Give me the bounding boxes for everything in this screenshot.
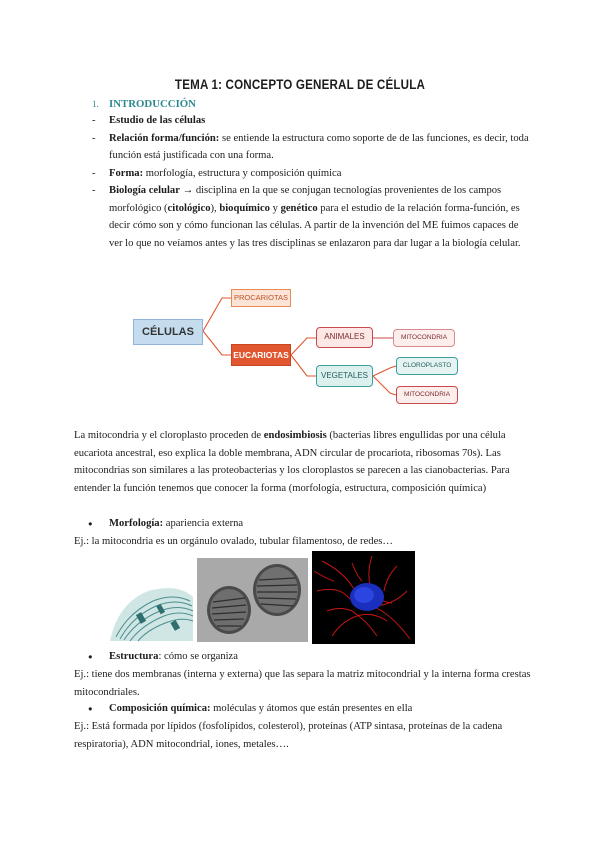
section-number: 1. — [92, 99, 99, 109]
arrow-to-vegetales — [291, 355, 316, 376]
arrow-to-mitocondria-veg — [373, 376, 396, 395]
composicion-text: moléculas y átomos que están presentes en ella — [210, 703, 413, 714]
citologico-term: citológico — [167, 202, 211, 214]
estructura-bullet — [88, 648, 528, 666]
bioquimico-term: bioquímico — [219, 202, 270, 214]
list-item — [92, 165, 532, 183]
mitocondria-vegetal-box — [396, 386, 458, 404]
morfologia-label: Morfología: — [109, 518, 164, 529]
estructura-text: : cómo se organiza — [158, 651, 238, 662]
celulas-box — [133, 319, 203, 345]
estructura-example: Ej.: tiene dos membranas (interna y externa) que las separa la matriz mitocondrial y la interna forma crestas mitocondriales. — [74, 669, 531, 698]
forma-text: morfología, estructura y composición química — [143, 167, 342, 179]
arrow-to-eucariotas — [203, 331, 231, 355]
forma-label: Forma: — [109, 167, 144, 179]
relacion-text: se entiende la estructura como soporte de de las funciones, es decir, toda función está justificada con una forma. — [109, 132, 529, 161]
endo-text: La mitocondria y el cloroplasto proceden de — [74, 430, 264, 441]
procariotas-label: PROCARIOTAS — [233, 293, 289, 302]
intro-list — [92, 112, 532, 252]
page-title: TEMA 1: CONCEPTO GENERAL DE CÉLULA — [174, 77, 426, 92]
genetico-term: genético — [280, 202, 318, 214]
cloroplasto-box — [396, 357, 458, 375]
eucariotas-label: EUCARIOTAS — [233, 350, 289, 360]
section-title: INTRODUCCIÓN — [109, 98, 196, 110]
endosimbiosis-term: endosimbiosis — [263, 430, 327, 441]
morfologia-example: Ej.: la mitocondria es un orgánulo ovalado, tubular filamentoso, de redes… — [74, 536, 394, 547]
arrow-to-animales — [291, 338, 316, 355]
relacion-label: Relación forma/función: — [109, 132, 220, 144]
mitochondria-em-micrograph — [197, 558, 308, 642]
mitocondria-animal-box — [393, 329, 455, 347]
list-item — [92, 112, 532, 130]
bio-text: ), — [210, 202, 220, 214]
animales-label: ANIMALES — [324, 332, 365, 341]
eucariotas-box — [231, 344, 291, 366]
celulas-label: CÉLULAS — [142, 326, 194, 338]
vegetales-label: VEGETALES — [321, 371, 368, 380]
estructura-label: Estructura — [109, 651, 159, 662]
section-heading — [92, 96, 196, 114]
morfologia-text: apariencia externa — [163, 518, 244, 529]
bio-text: → disciplina en la que se conjugan tecnologías provenientes de los campos morfológico ( — [109, 185, 502, 214]
bio-text: para el estudio de la relación forma-función, es decir cómo son y cómo funcionan las células. A partir de la invención del ME fuimos capaces de ver lo que no veíamos antes y las tres disciplinas se enlazaron para dar lugar a la biología celular. — [109, 202, 521, 249]
endo-text: (bacterias libres engullidas por una célula eucariota ancestral, eso explica la doble membrana, ADN circular de procariota, ribosomas 70s). Las mitocondrias son similares a las proteobacterias y los cloroplastos se parecen a las cianobacterias. Para entender la función tenemos que conocer la forma (morfología, estructura, composición química) — [74, 430, 510, 494]
morfologia-bullet — [88, 515, 528, 533]
cloroplasto-label: CLOROPLASTO — [402, 362, 452, 369]
arrow-to-cloroplasto — [373, 366, 396, 376]
animales-box — [316, 327, 373, 348]
list-item — [92, 182, 532, 252]
mitocondria-label: MITOCONDRIA — [403, 391, 451, 398]
chloroplast-micrograph — [108, 583, 195, 643]
bio-label: Biología celular — [109, 185, 180, 196]
composicion-example: Ej.: Está formada por lípidos (fosfolípidos, colesterol), proteínas (ATP sintasa, proteínas de la cadena respiratoria), ADN mitocondrial, iones, metales…. — [74, 721, 503, 750]
composicion-bullet — [88, 700, 528, 718]
vegetales-box — [316, 365, 373, 387]
mitocondria-label: MITOCONDRIA — [400, 334, 448, 341]
estudio-label: Estudio de las células — [109, 115, 206, 126]
procariotas-box — [231, 289, 291, 307]
bio-text: y — [269, 202, 281, 214]
mitochondrial-network-fluorescence — [312, 551, 415, 644]
endosimbiosis-paragraph — [74, 427, 532, 497]
list-item — [92, 130, 532, 165]
composicion-label: Composición química: — [109, 703, 211, 714]
arrow-to-procariotas — [203, 298, 231, 331]
